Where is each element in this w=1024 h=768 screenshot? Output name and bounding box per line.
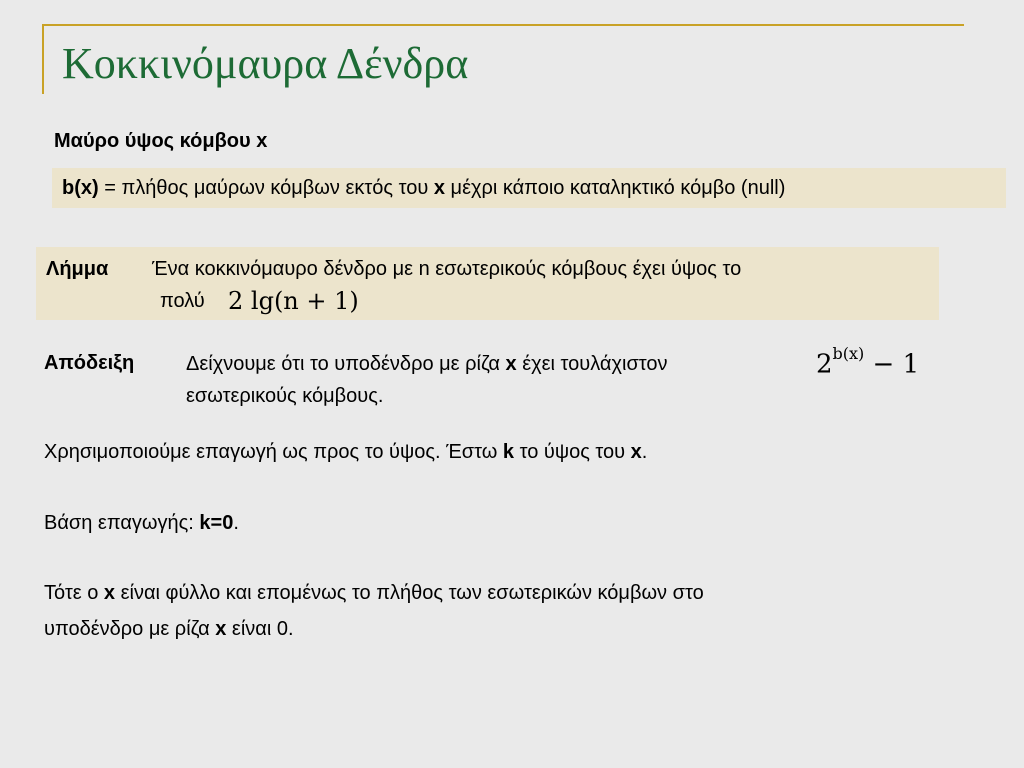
induction-text-end: . (641, 441, 648, 463)
proof-label: Απόδειξη (44, 352, 135, 374)
lemma-label: Λήμμα (46, 258, 109, 280)
definition-box (52, 168, 1006, 208)
definition-text-before: = πλήθος μαύρων κόμβων εκτός του (98, 177, 434, 199)
base-case-end: . (233, 512, 239, 534)
conclusion-line2 (44, 618, 294, 641)
induction-text: Χρησιμοποιούμε επαγωγή ως προς το ύψος. Έστω (44, 441, 503, 463)
proof-line1-after: έχει τουλάχιστον (516, 353, 668, 375)
induction-paragraph (44, 441, 647, 464)
proof-line1-before: Δείχνουμε ότι το υποδένδρο με ρίζα (186, 353, 506, 375)
proof-line1 (186, 353, 668, 376)
base-case-value: k=0 (199, 512, 234, 534)
lemma-formula: 2 lg(n + 1) (228, 287, 359, 315)
conclusion-line1 (44, 582, 704, 605)
induction-text-mid: το ύψος του (514, 441, 631, 463)
proof-line2: εσωτερικούς κόμβους. (186, 385, 384, 407)
lemma-statement-line1: Ένα κοκκινόμαυρο δένδρο με n εσωτερικούς κόμβους έχει ύψος το (152, 258, 742, 280)
conclusion2-text-before: υποδένδρο με ρίζα (44, 618, 216, 640)
slide-title: Κοκκινόμαυρα Δένδρα (62, 39, 469, 88)
conclusion-text-after: είναι φύλλο και επομένως το πλήθος των εσωτερικών κόμβων στο (115, 582, 704, 604)
title-rule-top (42, 24, 964, 26)
lemma-box (36, 247, 939, 320)
conclusion2-text-after: είναι 0. (226, 618, 294, 640)
definition-var: x (433, 177, 445, 199)
proof-formula (816, 344, 920, 380)
lemma-statement-line2: πολύ (160, 290, 205, 312)
proof-formula-exponent: b(x) (832, 344, 865, 363)
definition-text-after: μέχρι κάποιο καταληκτικό κόμβο (null) (444, 177, 786, 199)
induction-var-k: k (502, 441, 515, 463)
proof-line1-var: x (505, 353, 517, 375)
title-rule-left (42, 24, 44, 94)
definition-term: b(x) (62, 177, 99, 199)
conclusion2-var-x: x (215, 618, 227, 640)
conclusion-text-before: Τότε ο (44, 582, 104, 604)
base-case-paragraph (44, 512, 239, 535)
definition-text (62, 177, 785, 200)
conclusion-var-x: x (103, 582, 116, 604)
proof-formula-tail: − 1 (864, 349, 920, 380)
base-case-text: Βάση επαγωγής: (44, 512, 200, 534)
definition-heading: Μαύρο ύψος κόμβου x (54, 130, 268, 152)
proof-formula-base: 2 (816, 349, 833, 380)
induction-var-x: x (630, 441, 642, 463)
